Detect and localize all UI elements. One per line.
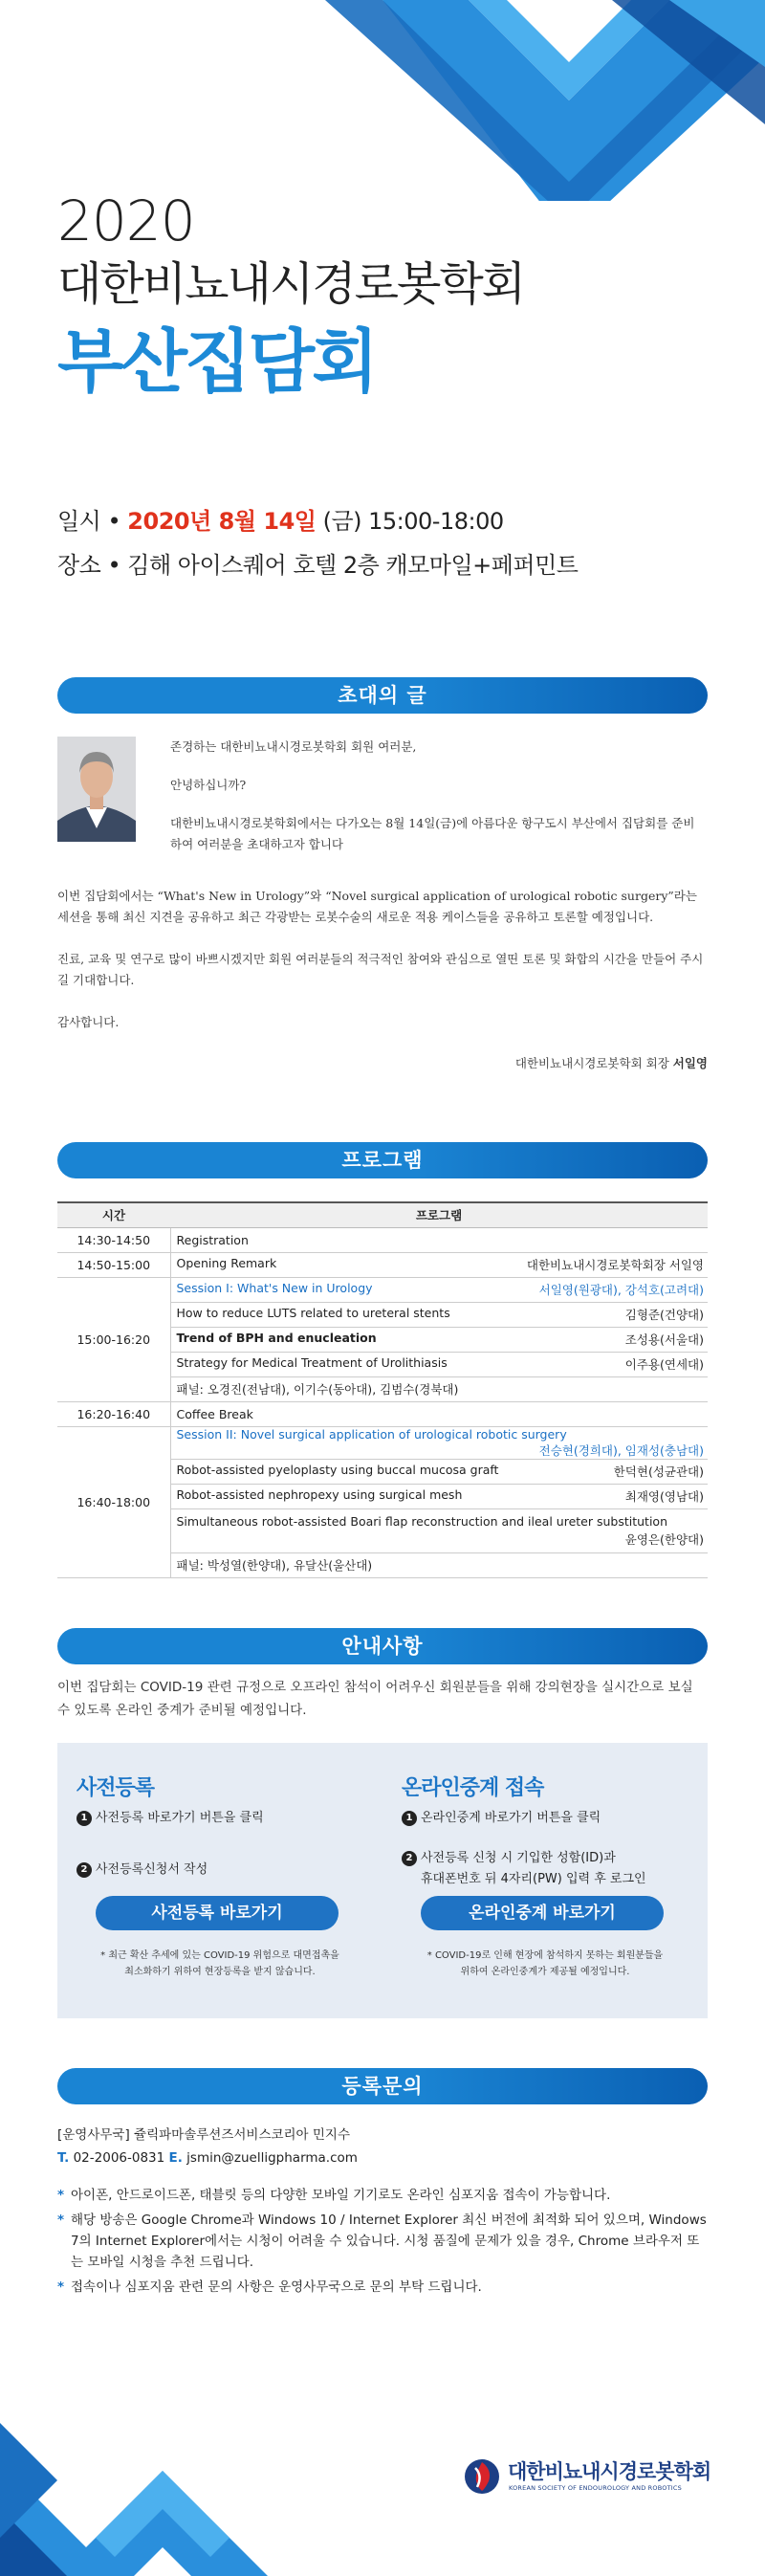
row-time: 16:20-16:40 <box>57 1401 170 1426</box>
phone-label: T. <box>57 2150 70 2166</box>
table-row <box>57 1426 708 1459</box>
row-time: 15:00-16:20 <box>57 1277 170 1401</box>
pre-step-1 <box>76 1808 363 1829</box>
meeting-name: 부산집담회 <box>57 321 376 402</box>
step-text: 휴대폰번호 뒤 4자리(PW) 입력 후 로그인 <box>421 1872 646 1886</box>
invite-intro <box>170 737 706 872</box>
row-speaker: 김형준(건양대) <box>624 1308 704 1322</box>
row-time: 14:30-14:50 <box>57 1227 170 1252</box>
panel-list: 패널: 박성열(한양대), 유달산(울산대) <box>176 1558 373 1573</box>
step-number-icon: 1 <box>76 1811 92 1826</box>
event-place: 장소 • 김해 아이스퀘어 호텔 2층 캐모마일+페퍼민트 <box>57 552 579 579</box>
step-text: 사전등록신청서 작성 <box>96 1862 208 1877</box>
session-title: Session I: What's New in Urology <box>176 1281 373 1295</box>
online-stream-button[interactable]: 온라인중계 바로가기 <box>421 1896 664 1930</box>
step-number-icon: 2 <box>76 1862 92 1878</box>
event-info <box>57 499 579 587</box>
online-stream-column <box>402 1743 688 1977</box>
invite-paragraph-2: 이번 집담회에서는 “What's New in Urology”와 “Novel surgical application of urological robotic surgery”라는 세션을 통해 최신 지견을 공유하고 최근 각광받는 로봇수술의 새로운 적용 케이스들을 공유하고 토론할 예정입니다. <box>57 889 697 924</box>
session-title: Session II: Novel surgical application of urological robotic surgery <box>176 1426 567 1442</box>
date-label: 일시 • <box>57 508 128 535</box>
section-inquiry-header: 등록문의 <box>57 2068 708 2104</box>
date-highlight: 2020년 8월 14일 <box>127 508 317 535</box>
contact-line <box>57 2147 708 2169</box>
row-title: Robot-assisted pyeloplasty using buccal mucosa graft <box>176 1463 499 1477</box>
notes-list <box>57 2185 708 2298</box>
note-line: * 최근 확산 추세에 있는 COVID-19 위험으로 대면접촉을 <box>100 1950 339 1961</box>
online-step-2 <box>402 1848 688 1890</box>
event-year: 2020 <box>57 188 195 253</box>
date-rest: (금) 15:00-18:00 <box>316 508 504 535</box>
step-text: 사전등록 바로가기 버튼을 클릭 <box>96 1811 264 1825</box>
pre-step-2 <box>76 1860 363 1881</box>
list-item: * 아이폰, 안드로이드폰, 태블릿 등의 다양한 모바일 기기로도 온라인 심포지움 접속이 가능합니다. <box>57 2185 708 2206</box>
note-line: 최소화하기 위하여 현장등록을 받지 않습니다. <box>124 1967 316 1977</box>
notice-intro: 이번 집담회는 COVID-19 관련 규정으로 오프라인 참석이 어려우신 회원분들을 위해 강의현장을 실시간으로 보실 수 있도록 온라인 중계가 준비될 예정입니다. <box>57 1680 693 1718</box>
header-program: 프로그램 <box>170 1202 708 1227</box>
signature-title: 대한비뇨내시경로봇학회 회장 <box>514 1056 673 1070</box>
session-chairs: 전승현(경희대), 임재성(충남대) <box>538 1442 704 1458</box>
invite-body <box>57 886 708 1071</box>
step-text: 온라인중계 바로가기 버튼을 클릭 <box>421 1811 601 1825</box>
top-chevron-decoration <box>325 0 765 201</box>
pre-registration-title: 사전등록 <box>76 1776 155 1800</box>
row-speaker: 대한비뇨내시경로봇학회장 서일영 <box>526 1258 704 1272</box>
society-name: 대한비뇨내시경로봇학회 <box>57 257 525 311</box>
row-title: Simultaneous robot-assisted Boari flap reconstruction and ileal ureter substitution <box>176 1513 667 1529</box>
email-label: E. <box>168 2150 183 2166</box>
logo-name: 대한비뇨내시경로봇학회 <box>508 2460 711 2483</box>
event-date <box>57 499 579 543</box>
note-line: * COVID-19로 인해 현장에 참석하지 못하는 회원분들을 <box>426 1950 664 1961</box>
hero-title <box>57 189 524 407</box>
step-number-icon: 2 <box>402 1851 417 1866</box>
row-title: Registration <box>176 1232 249 1247</box>
row-title: How to reduce LUTS related to ureteral stents <box>176 1306 450 1320</box>
invite-hello: 안녕하십니까? <box>170 778 247 792</box>
pre-registration-column <box>76 1743 363 1977</box>
row-speaker: 이주용(연세대) <box>624 1357 704 1372</box>
invite-paragraph-1: 대한비뇨내시경로봇학회에서는 다가오는 8월 14일(금)에 아름다운 항구도시 부산에서 집담회를 준비하여 여러분을 초대하고자 합니다 <box>170 816 695 851</box>
note-line: 위하여 온라인중계가 제공될 예정입니다. <box>460 1967 630 1977</box>
header-time: 시간 <box>57 1202 170 1227</box>
table-row <box>57 1277 708 1302</box>
invite-paragraph-3: 진료, 교육 및 연구로 많이 바쁘시겠지만 회원 여러분들의 적극적인 참여와 관심으로 열띤 토론 및 화합의 시간을 만들어 주시길 기대합니다. <box>57 952 704 987</box>
row-title: Robot-assisted nephropexy using surgical mesh <box>176 1487 463 1502</box>
online-stream-title: 온라인중계 접속 <box>402 1776 544 1800</box>
table-row <box>57 1401 708 1426</box>
signature-name: 서일영 <box>672 1056 708 1070</box>
row-title: Opening Remark <box>176 1256 277 1270</box>
society-emblem-icon <box>464 2458 500 2495</box>
registration-box <box>57 1743 708 2018</box>
row-time: 14:50-15:00 <box>57 1252 170 1277</box>
table-row <box>57 1252 708 1277</box>
pre-registration-note <box>76 1948 363 1980</box>
section-invite-header: 초대의 글 <box>57 677 708 714</box>
contact-info <box>57 2124 708 2301</box>
invite-thanks: 감사합니다. <box>57 1015 120 1029</box>
row-speaker: 조성용(서울대) <box>624 1332 704 1347</box>
phone-number: 02-2006-0831 <box>69 2150 169 2166</box>
list-item: * 접속이나 심포지움 관련 문의 사항은 운영사무국으로 문의 부탁 드립니다. <box>57 2277 708 2298</box>
table-header-row <box>57 1202 708 1227</box>
step-text: 사전등록 신청 시 기입한 성함(ID)과 <box>421 1851 616 1865</box>
bottom-chevron-decoration <box>0 2404 287 2576</box>
row-title: Trend of BPH and enucleation <box>176 1331 377 1345</box>
section-program-header: 프로그램 <box>57 1142 708 1178</box>
step-number-icon: 1 <box>402 1811 417 1826</box>
session-chairs: 서일영(원광대), 강석호(고려대) <box>538 1283 704 1297</box>
invite-signature <box>57 1054 708 1071</box>
panel-list: 패널: 오경진(전남대), 이기수(동아대), 김범수(경북대) <box>176 1382 459 1397</box>
row-speaker: 윤영은(한양대) <box>624 1531 704 1547</box>
row-speaker: 한덕현(성균관대) <box>613 1464 704 1479</box>
president-portrait <box>57 737 136 842</box>
invite-greeting: 존경하는 대한비뇨내시경로봇학회 회원 여러분, <box>170 739 417 754</box>
row-title: Coffee Break <box>176 1406 253 1421</box>
program-table <box>57 1201 708 1578</box>
table-row <box>57 1227 708 1252</box>
row-speaker: 최재영(영남대) <box>624 1489 704 1504</box>
online-stream-note <box>402 1948 688 1980</box>
logo-english-name: KOREAN SOCIETY OF ENDOUROLOGY AND ROBOTICS <box>509 2484 682 2492</box>
row-time: 16:40-18:00 <box>57 1426 170 1577</box>
pre-registration-button[interactable]: 사전등록 바로가기 <box>96 1896 339 1930</box>
email-link[interactable]: jsmin@zuelligpharma.com <box>182 2150 358 2166</box>
row-title: Strategy for Medical Treatment of Urolithiasis <box>176 1355 448 1370</box>
section-notice-header: 안내사항 <box>57 1628 708 1664</box>
office-name: [운영사무국] 쥴릭파마솔루션즈서비스코리아 민지수 <box>57 2127 351 2143</box>
online-step-1 <box>402 1808 688 1829</box>
list-item: * 해당 방송은 Google Chrome과 Windows 10 / Internet Explorer 최신 버전에 최적화 되어 있으며, Windows 7의 Internet Explorer에서는 시청이 어려울 수 있습니다. 시청 품질에 문제가 있을 경우, Chrome 브라우저 또는 모바일 시청을 추천 드립니다. <box>57 2210 708 2273</box>
society-logo <box>464 2455 712 2502</box>
